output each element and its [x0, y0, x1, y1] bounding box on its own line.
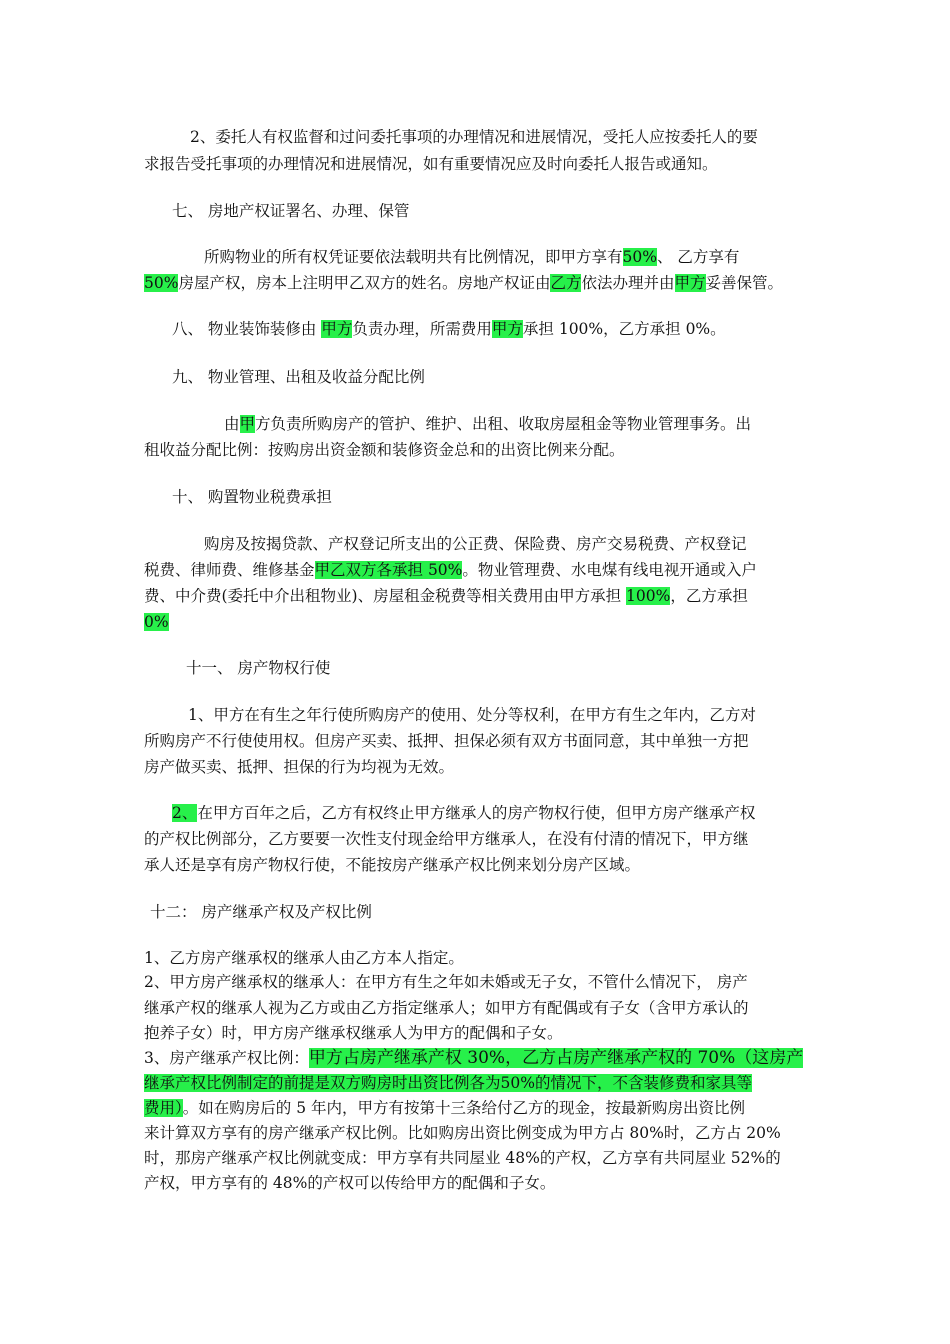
text-segment: 。如在购房后的 5 年内，甲方有按第十三条给付乙方的现金，按最新购房出资比例 [182, 1099, 745, 1117]
highlighted-text: 0% [144, 613, 169, 631]
text-segment: 负责办理，所需费用 [352, 320, 492, 338]
text-segment: 七、 房地产权证署名、办理、保管 [172, 202, 410, 220]
text-line [172, 802, 755, 824]
text-segment: 时，那房产继承产权比例就变成：甲方享有共同屋业 48%的产权，乙方享有共同屋业 52%的 [144, 1149, 781, 1167]
text-line [144, 1122, 781, 1144]
text-segment: 十二： 房产继承产权及产权比例 [150, 903, 372, 921]
text-line [144, 971, 748, 993]
text-segment: 房产做买卖、抵押、担保的行为均视为无效。 [144, 758, 455, 776]
text-line [144, 1047, 803, 1069]
text-line [144, 559, 757, 581]
highlighted-text: 甲方 [674, 274, 706, 292]
text-line [204, 246, 739, 268]
text-segment: 在甲方百年之后，乙方有权终止甲方继承人的房产物权行使，但甲方房产继承产权 [197, 804, 756, 822]
text-line [144, 439, 625, 461]
text-segment: 由 [224, 415, 240, 433]
text-segment: 八、 物业装饰装修由 [172, 320, 322, 338]
text-segment: 九、 物业管理、出租及收益分配比例 [172, 368, 425, 386]
highlighted-text: 费用） [144, 1099, 183, 1117]
text-segment: 来计算双方享有的房产继承产权比例。比如购房出资比例变成为甲方占 80%时，乙方占 20% [144, 1124, 781, 1142]
text-segment: 求报告受托事项的办理情况和进展情况，如有重要情况应及时向委托人报告或通知。 [144, 155, 718, 173]
text-segment: 十一、 房产物权行使 [186, 659, 331, 677]
text-segment: 承担 100%，乙方承担 0%。 [522, 320, 726, 338]
text-segment: 2、甲方房产继承权的继承人：在甲方有生之年如未婚或无子女，不管什么情况下， 房产 [144, 973, 748, 991]
text-segment: ，乙方承担 [670, 587, 748, 605]
highlighted-text: 50% [622, 248, 657, 266]
text-segment: 、 乙方享有 [656, 248, 740, 266]
text-line [172, 366, 425, 388]
highlighted-text: 甲方占房产继承产权 30%，乙方占房产继承产权的 70%（这房产 [308, 1048, 804, 1068]
text-segment: 继承产权的继承人视为乙方或由乙方指定继承人；如甲方有配偶或有子女（含甲方承认的 [144, 999, 749, 1017]
text-line [190, 126, 758, 148]
text-line [188, 704, 756, 726]
text-line [144, 585, 748, 607]
text-segment: 购房及按揭贷款、产权登记所支出的公正费、保险费、房产交易税费、产权登记 [204, 535, 747, 553]
text-line [144, 1147, 781, 1169]
highlighted-text: 甲方 [491, 320, 523, 338]
text-segment: 房屋产权，房本上注明甲乙双方的姓名。房地产权证由 [178, 274, 551, 292]
text-line [144, 828, 749, 850]
highlighted-text: 50% [144, 274, 179, 292]
highlighted-text: 乙方 [550, 274, 582, 292]
text-segment: 税费、律师费、维修基金 [144, 561, 315, 579]
text-line [172, 200, 409, 222]
text-segment: 所购物业的所有权凭证要依法载明共有比例情况，即甲方享有 [204, 248, 623, 266]
text-line [172, 318, 726, 340]
text-segment: 。物业管理费、水电煤有线电视开通或入户 [462, 561, 757, 579]
text-line [204, 533, 747, 555]
text-segment: 1、乙方房产继承权的继承人由乙方本人指定。 [144, 949, 464, 967]
text-segment: 1、甲方在有生之年行使所购房产的使用、处分等权利，在甲方有生之年内，乙方对 [188, 706, 756, 724]
text-line [186, 657, 330, 679]
text-segment: 所购房产不行使使用权。但房产买卖、抵押、担保必须有双方书面同意，其中单独一方把 [144, 732, 749, 750]
text-line [144, 272, 783, 294]
text-line [150, 901, 372, 923]
text-line [172, 486, 332, 508]
text-line [144, 1097, 745, 1119]
text-segment: 抱养子女）时，甲方房产继承权继承人为甲方的配偶和子女。 [144, 1024, 563, 1042]
highlighted-text: 2、 [172, 804, 198, 822]
text-segment: 2、委托人有权监督和过问委托事项的办理情况和进展情况，受托人应按委托人的要 [190, 128, 758, 146]
text-segment: 十、 购置物业税费承担 [172, 488, 332, 506]
text-line [144, 730, 749, 752]
highlighted-text: 甲 [239, 415, 256, 433]
text-line [144, 611, 169, 633]
text-line [224, 413, 751, 435]
text-segment: 3、房产继承产权比例： [144, 1049, 309, 1067]
text-line [144, 153, 718, 175]
text-line [144, 854, 640, 876]
text-segment: 承人还是享有房产物权行使，不能按房产继承产权比例来划分房产区域。 [144, 856, 641, 874]
text-line [144, 1022, 563, 1044]
text-line [144, 1072, 752, 1094]
text-segment: 租收益分配比例：按购房出资金额和装修资金总和的出资比例来分配。 [144, 441, 625, 459]
text-segment: 费、中介费(委托中介出租物业)、房屋租金税费等相关费用由甲方承担 [144, 587, 627, 605]
text-line [144, 997, 749, 1019]
text-line [144, 1172, 555, 1194]
highlighted-text: 100% [626, 587, 671, 605]
text-segment: 的产权比例部分，乙方要要一次性支付现金给甲方继承人，在没有付清的情况下，甲方继 [144, 830, 749, 848]
text-segment: 产权，甲方享有的 48%的产权可以传给甲方的配偶和子女。 [144, 1174, 556, 1192]
text-line [144, 756, 454, 778]
text-segment: 妥善保管。 [705, 274, 784, 292]
text-line [144, 947, 464, 969]
text-segment: 方负责所购房产的管护、维护、出租、收取房屋租金等物业管理事务。出 [255, 415, 752, 433]
text-segment: 依法办理并由 [581, 274, 675, 292]
highlighted-text: 甲乙双方各承担 50% [314, 561, 463, 579]
highlighted-text: 继承产权比例制定的前提是双方购房时出资比例各为50%的情况下，不含装修费和家具等 [144, 1074, 752, 1092]
highlighted-text: 甲方 [321, 320, 353, 338]
